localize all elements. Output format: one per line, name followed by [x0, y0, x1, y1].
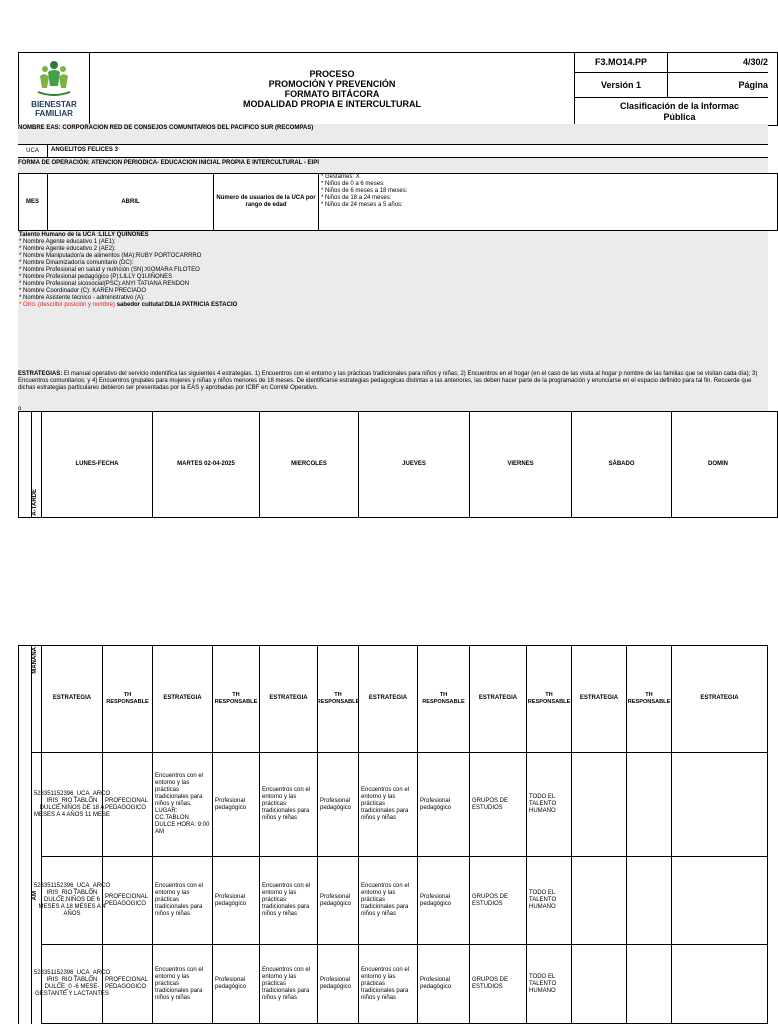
operation-line: FORMA DE OPERACIÓN: ATENCION PERIODICA- EDUCACION INICIAL PROPIA E INTERCULTURAL - EIPI — [18, 158, 768, 173]
age-range-gestantes: * Gestantes: X — [321, 174, 360, 180]
am-label: AM — [32, 891, 38, 901]
talent-list — [19, 232, 759, 309]
table-cell: Profesional pedagógico — [213, 945, 260, 1024]
table-header-cell: TH RESPONSABLE — [527, 645, 572, 753]
table-cell: Profesional pedagógico — [418, 945, 470, 1024]
format-page: Página — [668, 73, 768, 98]
table-cell: 528351152396_UCA_ARCO IRIS_RIO TABLON DULCE_0 -6 MESE-GESTANTE Y LACTANTES — [42, 945, 103, 1024]
format-version: Versión 1 — [575, 73, 668, 98]
table-cell: GRUPOS DE ESTUDIOS — [470, 945, 527, 1024]
table-cell: PROFECIONAL PEDAGOGICO — [103, 857, 153, 945]
table-cell: GRUPOS DE ESTUDIOS — [470, 753, 527, 857]
table-cell: Encuentros con el entorno y las prácticas tradicionales para niños y niñas — [260, 857, 318, 945]
lower-side-col — [18, 645, 32, 1024]
day-tuesday: MARTES 02-04-2025 — [153, 411, 260, 518]
table-cell — [672, 753, 768, 857]
talent-line: * Nombre Dinamizador/a comunitario (DC): — [19, 260, 134, 266]
month-label: MES — [18, 173, 48, 231]
age-range-18-24: * Niños de 18 a 24 meses: — [321, 195, 392, 201]
table-header-cell: TH RESPONSABLE — [318, 645, 359, 753]
table-header-cell: TH RESPONSABLE — [627, 645, 672, 753]
talent-line: * Nombre Profesional en salud y nutrición (SN):XIOMARA FILOTEO — [19, 267, 200, 273]
table-cell: Encuentros con el entorno y las prácticas tradicionales para niños y niñas. LUGAR: CC.TABLON DULCE HORA: 9:00 AM — [153, 753, 213, 857]
table-cell — [627, 945, 672, 1024]
day-wednesday: MIERCOLES — [260, 411, 359, 518]
table-cell: Profesional pedagógico — [418, 753, 470, 857]
talent-other — [19, 302, 759, 309]
strategies-text: El manual operativo del servicio indentifica las siguientes 4 estrategias. 1) Encuentros con el entorno y las prácticas tradicionales para niños y niñas; 2) Encuentros en el hogar (en el caso de las visita al hogar p nombre de las familias que se visitan cada día); 3) Encuentros comunitarios; y 4) Encuentros grupales para mujeres y niñas y niños menores de 18 meses. De identificarse estrategias pedagogicas distintas a las anteriores, las deben hacer parte de la programación y enunciarse en el espacio definido para tal fin. Recuerde que dichas estrategias particulares debieron ser presentadas por la EAS y aprobadas por ICBF en Comité Operativo. — [18, 371, 758, 391]
table-cell: Encuentros con el entorno y las prácticas tradicionales para niños y niñas — [260, 753, 318, 857]
table-cell: 528351152396_UCA_ARCO IRIS_RIO TABLON DULCE,NIÑOS DE 18 A MESES A 4 AÑOS 11 MESE — [42, 753, 103, 857]
talent-line: * Nombre Agente educativo 1 (AE1): — [19, 239, 116, 245]
talent-other-label: * Otro: (describir posición y nombre) — [19, 302, 116, 308]
title-line-2: PROMOCIÓN Y PREVENCIÓN — [268, 79, 396, 89]
table-cell: Encuentros con el entorno y las prácticas tradicionales para niños y niñas — [359, 945, 418, 1024]
table-cell: PROFECIONAL PEDAGOGICO — [103, 753, 153, 857]
logo-text-2: FAMILIAR — [35, 109, 73, 118]
uca-value: ANGELITOS FELICES 3 — [51, 147, 118, 153]
corner-mark: o — [18, 406, 22, 412]
eas-line: NOMBRE EAS: CORPORACION RED DE CONSEJOS COMUNITARIOS DEL PACIFICO SUR (RECOMPAS) — [18, 124, 768, 144]
uca-row — [18, 144, 768, 158]
table-cell: Encuentros con el entorno y las prácticas tradicionales para niños y niñas — [359, 753, 418, 857]
afternoon-label: A-TARDE — [32, 489, 38, 516]
age-range-0-6: * Niños de 0 a 6 meses: — [321, 181, 385, 187]
classification-line-2: Pública — [663, 112, 696, 122]
talent-line: * Nombre Agente educativo 2 (AE2): — [19, 246, 116, 252]
table-cell — [627, 857, 672, 945]
lower-side-col-2 — [32, 645, 42, 753]
day-friday: VIERNES — [470, 411, 572, 518]
table-cell: TODO EL TALENTO HUMANO — [527, 857, 572, 945]
talent-line: * Nombre Profesional sicosocial(PSC):ANYI TATIANA RENDON — [19, 281, 190, 287]
format-code: F3.MO14.PP — [575, 52, 668, 73]
users-label: Número de usuarios de la UCA por rango de edad — [214, 173, 319, 231]
day-monday: LUNES-FECHA — [42, 411, 153, 518]
table-header-cell: ESTRATEGIA — [153, 645, 213, 753]
month-value: ABRIL — [48, 173, 214, 231]
talent-line: * Nombre Profesional pedagógico (P):LILLY Q1UIÑONES — [19, 274, 173, 280]
table-cell: Encuentros con el entorno y las prácticas tradicionales para niños y niñas — [153, 857, 213, 945]
table-cell: Profesional pedagógico — [318, 753, 359, 857]
day-thursday: JUEVES — [359, 411, 470, 518]
talent-line: * Nombre Asistente técnico - administrativo (A): — [19, 295, 145, 301]
day-sunday: DOMIN — [708, 461, 728, 467]
table-cell: Profesional pedagógico — [213, 753, 260, 857]
strategies-block — [18, 359, 768, 411]
table-cell — [572, 753, 627, 857]
table-cell — [627, 753, 672, 857]
table-cell: TODO EL TALENTO HUMANO — [527, 945, 572, 1024]
table-cell — [572, 945, 627, 1024]
table-header-cell: ESTRATEGIA — [470, 645, 527, 753]
title-line-4: MODALIDAD PROPIA E INTERCULTURAL — [243, 99, 421, 109]
bienestar-familiar-logo-icon — [34, 56, 74, 100]
table-cell: Profesional pedagógico — [213, 857, 260, 945]
table-header-cell: ESTRATEGIA — [42, 645, 103, 753]
table-header-cell: ESTRATEGIA — [359, 645, 418, 753]
morning-label: MAÑANA — [32, 647, 38, 674]
age-range-6-18: * Niños de 6 meses a 18 meses: — [321, 188, 408, 194]
age-range-24-5y: * Niños de 24 meses a 5 años: — [321, 202, 403, 208]
table-header-cell: TH RESPONSABLE — [418, 645, 470, 753]
days-side-col-2 — [32, 411, 42, 518]
table-header-cell: ESTRATEGIA — [260, 645, 318, 753]
talent-line: * Nombre Manipulador/a de alimentos (MA):RUBY PORTOCARRRO — [19, 253, 202, 259]
talent-other-value: sabedor cultutal:DILIA PATRICIA ESTACIO — [116, 302, 238, 308]
days-side-col — [18, 411, 32, 518]
table-header-cell: TH RESPONSABLE — [103, 645, 153, 753]
table-cell — [572, 857, 627, 945]
format-date: 4/30/2 — [668, 52, 768, 73]
table-cell: PROFECIONAL PEDAGOGICO — [103, 945, 153, 1024]
day-saturday: SÁBADO — [572, 411, 672, 518]
classification-line-1: Clasificación de la Informac — [619, 101, 740, 111]
talent-title: Talento Humano de la UCA :LILLY QUIÑONES — [19, 232, 149, 238]
table-cell: Profesional pedagógico — [418, 857, 470, 945]
table-cell: Encuentros con el entorno y las prácticas tradicionales para niños y niñas — [260, 945, 318, 1024]
logo-text-1: BIENESTAR — [31, 100, 77, 109]
table-cell: Encuentros con el entorno y las prácticas tradicionales para niños y niñas — [153, 945, 213, 1024]
table-cell: Profesional pedagógico — [318, 945, 359, 1024]
age-range-list — [321, 174, 761, 209]
table-cell: TODO EL TALENTO HUMANO — [527, 753, 572, 857]
table-cell: Encuentros con el entorno y las prácticas tradicionales para niños y niñas — [359, 857, 418, 945]
title-line-3: FORMATO BITÁCORA — [284, 89, 380, 99]
uca-label: UCA — [18, 144, 48, 158]
table-header-cell: ESTRATEGIA — [572, 645, 627, 753]
table-cell: GRUPOS DE ESTUDIOS — [470, 857, 527, 945]
table-cell — [672, 945, 768, 1024]
table-cell: Profesional pedagógico — [318, 857, 359, 945]
table-cell: 528351152396_UCA_ARCO IRIS_RIO TABLON DULCE,NIÑOS DE 6 MESES A 18 MESES A 4 AÑOS — [42, 857, 103, 945]
talent-line: * Nombre Coordinador (C): KAREN PRECIADO — [19, 288, 147, 294]
table-header-cell: TH RESPONSABLE — [213, 645, 260, 753]
header-title-block — [90, 52, 575, 126]
table-header-cell: ESTRATEGIA — [672, 645, 768, 753]
strategies-label: ESTRATEGIAS: — [18, 371, 63, 377]
table-cell — [672, 857, 768, 945]
logo-cell — [18, 52, 90, 126]
classification — [575, 98, 768, 126]
title-line-1: PROCESO — [309, 69, 355, 79]
